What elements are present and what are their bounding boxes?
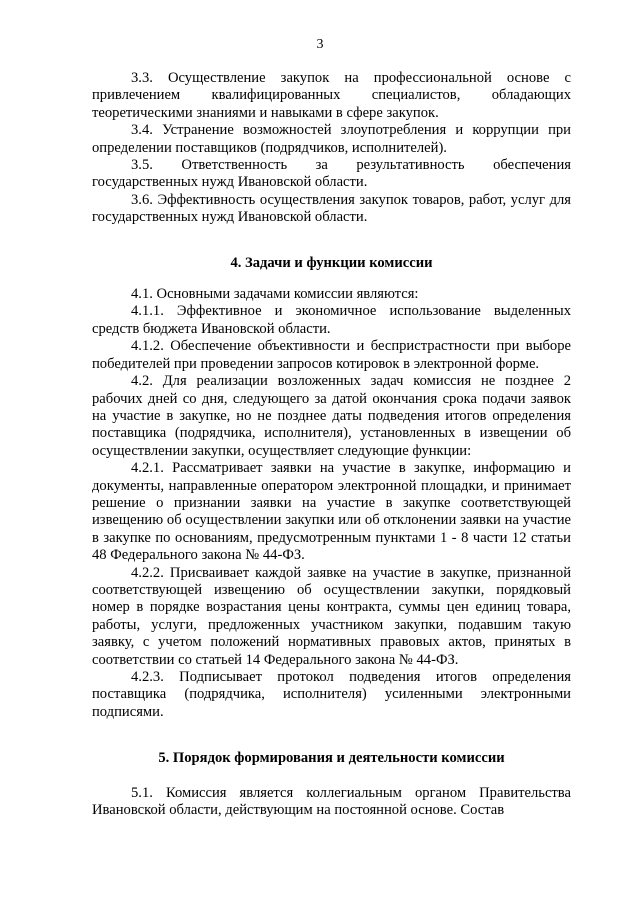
paragraph-4-2-2: 4.2.2. Присваивает каждой заявке на участие в закупке, признанной соответствующей извещению об осуществлении закупки, порядковый номер в порядке возрастания цены контракта, суммы цен единиц товара, работы, услуги, предложенных участником закупки, подавшим такую заявку, с учетом положений нормативных правовых актов, принятых в соответствии со статьей 14 Федерального закона № 44-ФЗ. (92, 564, 571, 668)
paragraph-4-2: 4.2. Для реализации возложенных задач комиссия не позднее 2 рабочих дней со дня, следующего за датой окончания срока подачи заявок на участие в закупке, но не позднее даты подведения итогов определения поставщика (подрядчика, исполнителя), установленных в извещении об осуществлении закупки, осуществляет следующие функции: (92, 373, 571, 459)
page-number: 3 (316, 37, 324, 52)
paragraph-3-6: 3.6. Эффективность осуществления закупок товаров, работ, услуг для государственных нужд Ивановской области. (92, 191, 571, 226)
paragraph-5-1: 5.1. Комиссия является коллегиальным органом Правительства Ивановской области, действующим на постоянной основе. Состав (92, 784, 571, 819)
paragraph-3-3: 3.3. Осуществление закупок на профессиональной основе с привлечением квалифицированных специалистов, обладающих теоретическими знаниями и навыками в сфере закупок. (92, 70, 571, 121)
section-4-heading: 4. Задачи и функции комиссии (230, 254, 433, 271)
paragraph-4-1-2: 4.1.2. Обеспечение объективности и беспристрастности при выборе победителей при проведении запросов котировок в электронной форме. (92, 338, 571, 372)
section-5-heading: 5. Порядок формирования и деятельности комиссии (158, 750, 505, 767)
page-content (92, 70, 571, 819)
paragraph-4-1: 4.1. Основными задачами комиссии являются: (131, 286, 419, 303)
paragraph-4-1-1: 4.1.1. Эффективное и экономичное использование выделенных средств бюджета Ивановской области. (92, 303, 571, 337)
paragraph-4-2-1: 4.2.1. Рассматривает заявки на участие в закупке, информацию и документы, направленные оператором электронной площадки, и принимает решение о признании заявки на участие в закупке соответствующей извещению об осуществлении закупки или об отклонении заявки на участие в закупке по основаниям, предусмотренным пунктами 1 - 8 части 12 статьи 48 Федерального закона № 44-ФЗ. (92, 460, 571, 564)
paragraph-3-4: 3.4. Устранение возможностей злоупотребления и коррупции при определении поставщиков (подрядчиков, исполнителей). (92, 122, 571, 156)
paragraph-3-5: 3.5. Ответственность за результативность обеспечения государственных нужд Ивановской области. (92, 157, 571, 191)
paragraph-4-2-3: 4.2.3. Подписывает протокол подведения итогов определения поставщика (подрядчика, исполнителя) усиленными электронными подписями. (92, 669, 571, 720)
